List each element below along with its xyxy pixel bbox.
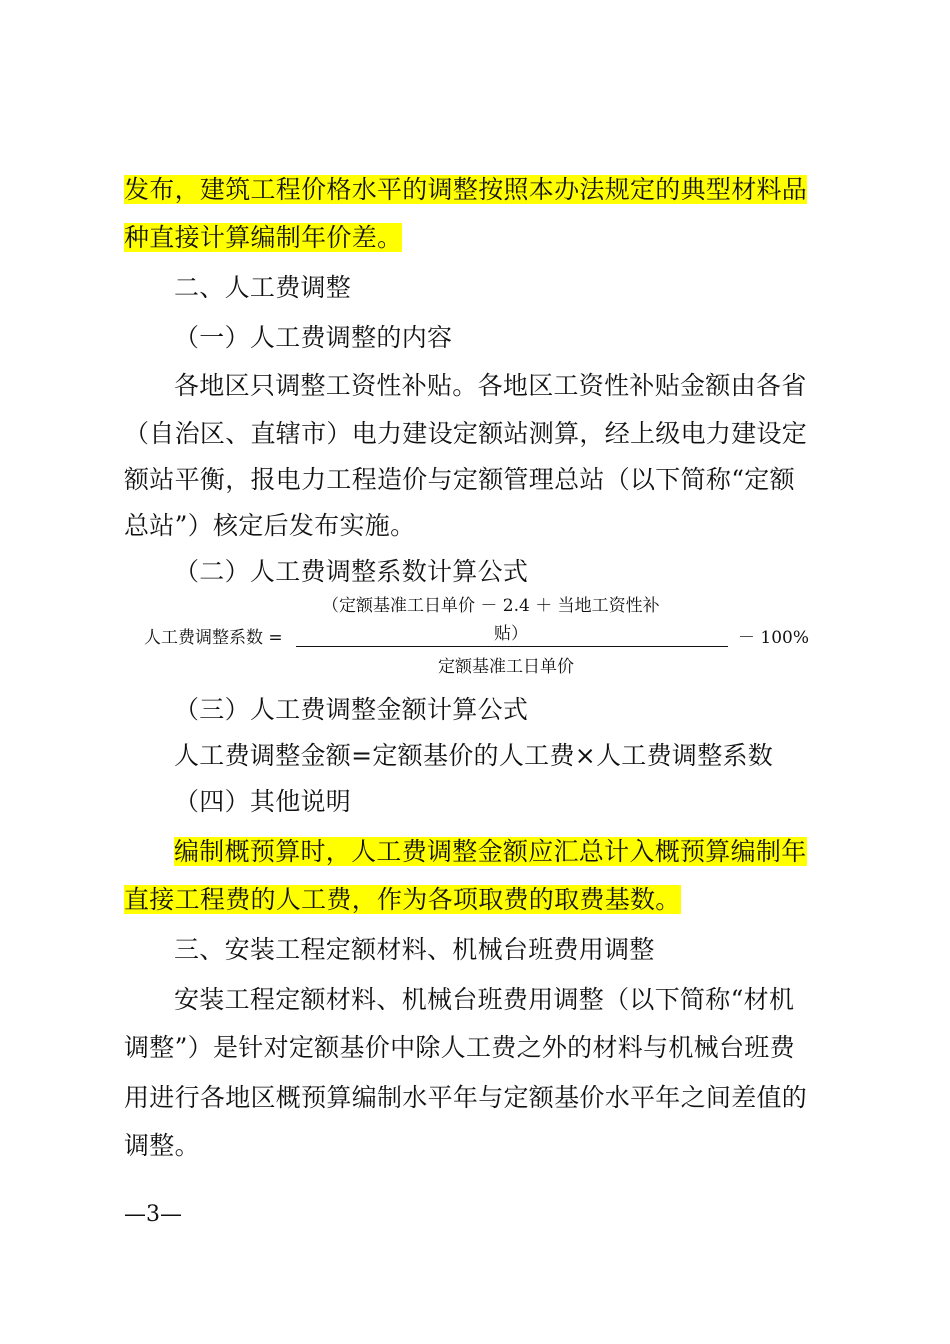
subsection-heading: （四）其他说明: [174, 787, 352, 816]
paragraph-line: 用进行各地区概预算编制水平年与定额基价水平年之间差值的: [124, 1083, 808, 1112]
paragraph-line: 额站平衡，报电力工程造价与定额管理总站（以下简称“定额: [124, 465, 795, 494]
highlighted-text: 种直接计算编制年价差。: [124, 223, 403, 252]
formula-numerator-line1: （定额基准工日单价 － 2.4 ＋ 当地工资性补: [322, 596, 660, 616]
formula-lhs: 人工费调整系数 =: [144, 628, 283, 648]
subsection-heading: （二）人工费调整系数计算公式: [174, 557, 529, 586]
formula-rhs: － 100%: [738, 628, 810, 648]
paragraph-line: 调整。: [124, 1131, 200, 1160]
paragraph-line: （自治区、直辖市）电力建设定额站测算，经上级电力建设定: [124, 419, 808, 448]
highlighted-text: 编制概预算时，人工费调整金额应汇总计入概预算编制年: [174, 837, 807, 866]
paragraph-line: [124, 880, 830, 920]
highlighted-text: 直接工程费的人工费，作为各项取费的取费基数。: [124, 885, 681, 914]
page-number: —3—: [124, 1202, 182, 1227]
section-heading: 三、安装工程定额材料、机械台班费用调整: [174, 935, 655, 964]
paragraph-line: 各地区只调整工资性补贴。各地区工资性补贴金额由各省: [174, 371, 807, 400]
paragraph-line: 调整”）是针对定额基价中除人工费之外的材料与机械台班费: [124, 1033, 795, 1062]
fraction-bar: [296, 646, 728, 647]
paragraph-line: [174, 832, 830, 872]
highlighted-text: 发布，建筑工程价格水平的调整按照本办法规定的典型材料品: [124, 175, 808, 204]
paragraph-line: [124, 218, 830, 258]
paragraph-line: 安装工程定额材料、机械台班费用调整（以下简称“材机: [174, 985, 795, 1014]
formula-numerator-line2: 贴）: [494, 624, 528, 644]
formula-denominator: 定额基准工日单价: [438, 657, 574, 677]
subsection-heading: （一）人工费调整的内容: [174, 323, 453, 352]
paragraph-line: 人工费调整金额=定额基价的人工费×人工费调整系数: [174, 741, 774, 770]
paragraph-line: [124, 170, 830, 210]
section-heading: 二、人工费调整: [174, 273, 352, 302]
subsection-heading: （三）人工费调整金额计算公式: [174, 695, 529, 724]
paragraph-line: 总站”）核定后发布实施。: [124, 511, 416, 540]
